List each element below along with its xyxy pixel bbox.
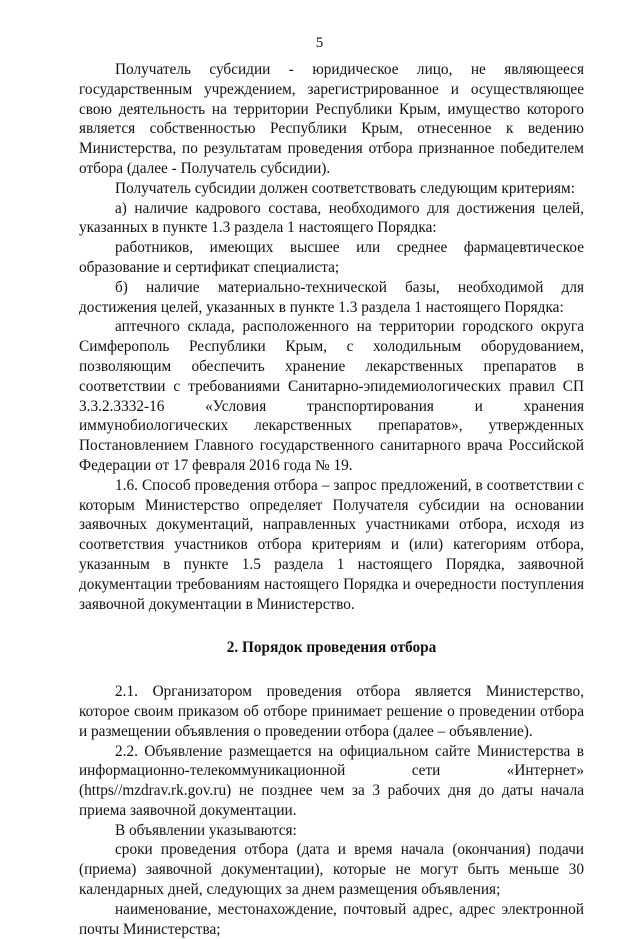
paragraph-pharmacy-warehouse: аптечного склада, расположенного на территории городского округа Симферополь Республики Крым, с холодильным оборудованием, позволяющим обеспечить хранение лекарственных препаратов в соответствии с требованиями Санитарно-эпидемиологических правил СП 3.3.2.3332-16 «Условия транспортирования и хранения иммунобиологических лекарственных препаратов», утвержденных Постановлением Главного государственного санитарного врача Российской Федерации от 17 февраля 2016 года № 19. xyxy=(79,318,584,474)
paragraph-staff: работников, имеющих высшее или среднее фармацевтическое образование и сертификат специалиста; xyxy=(79,239,584,276)
paragraph-announcement-intro: В объявлении указываются: xyxy=(115,821,297,839)
paragraph-ministry-contacts: наименование, местонахождение, почтовый адрес, адрес электронной почты Министерства; xyxy=(79,900,584,938)
paragraph-recipient-definition: Получатель субсидии - юридическое лицо, не являющееся государственным учреждением, зарегистрированное и осуществляющее свою деятельность на территории Республики Крым, имущество которого является собственностью Республики Крым, отнесенное к ведению Министерства, по результатам проведения отбора признанное победителем отбора (далее - Получатель субсидии). xyxy=(79,61,584,177)
page-number: 5 xyxy=(315,35,324,51)
paragraph-deadlines: сроки проведения отбора (дата и время начала (окончания) подачи (приема) заявочной документации), которые не могут быть меньше 30 календарных дней, следующих за днем размещения объявления; xyxy=(79,841,584,899)
paragraph-criterion-b: б) наличие материально-технической базы, необходимой для достижения целей, указанных в пункте 1.3 раздела 1 настоящего Порядка: xyxy=(79,278,584,316)
section-heading: 2. Порядок проведения отбора xyxy=(226,639,437,657)
paragraph-2-2: 2.2. Объявление размещается на официальном сайте Министерства в информационно-телекоммуникационной сети «Интернет» (https//mzdrav.rk.gov.ru) не позднее чем за 3 рабочих дня до даты начала приема заявочной документации. xyxy=(79,742,584,819)
paragraph-1-6-selection-method: 1.6. Способ проведения отбора – запрос предложений, в соответствии с которым Министерство определяет Получателя субсидии на основании заявочных документаций, направленных участниками отбора, исходя из соответствия участников отбора критериям и (или) категориям отбора, указанным в пункте 1.5 раздела 1 настоящего Порядка, заявочной документации требованиям настоящего Порядка и очередности поступления заявочной документации в Министерство. xyxy=(79,476,584,613)
paragraph-criteria-intro: Получатель субсидии должен соответствовать следующим критериям: xyxy=(115,179,575,197)
paragraph-2-1: 2.1. Организатором проведения отбора является Министерство, которое своим приказом об отборе принимает решение о проведении отбора и размещении объявления о проведении отбора (далее – объявление). xyxy=(79,683,584,740)
document-body xyxy=(79,60,584,939)
paragraph-criterion-a: а) наличие кадрового состава, необходимого для достижения целей, указанных в пункте 1.3 раздела 1 настоящего Порядка: xyxy=(79,199,584,237)
